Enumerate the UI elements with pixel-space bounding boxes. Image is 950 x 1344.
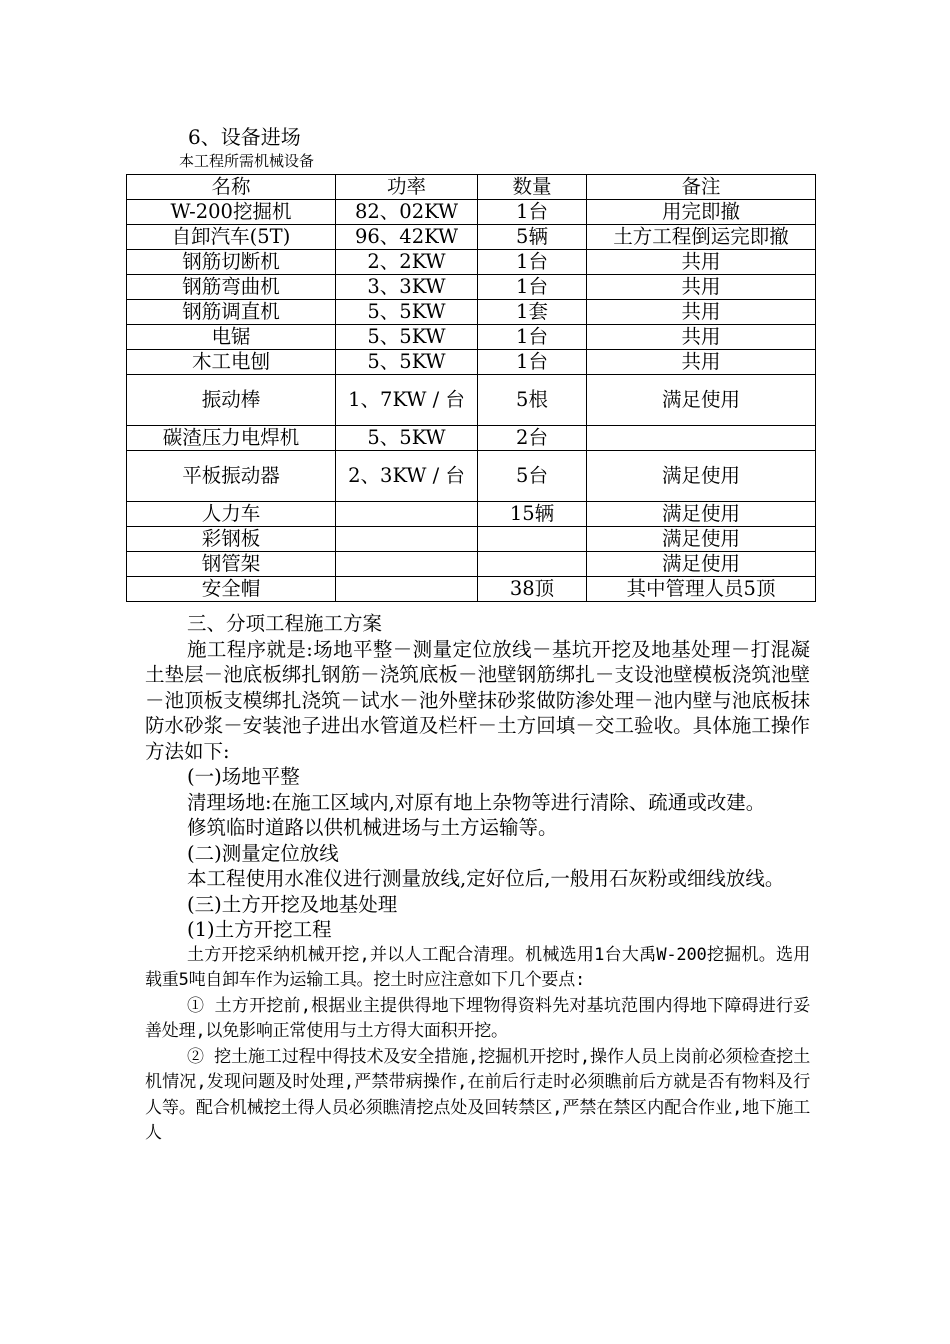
- cell-name: 彩钢板: [127, 527, 336, 552]
- cell-power: [336, 502, 478, 527]
- table-row: [127, 350, 816, 375]
- cell-quantity: [478, 552, 587, 577]
- cell-remark: 用完即撤: [587, 200, 816, 225]
- cell-remark: 共用: [587, 300, 816, 325]
- cell-name: 平板振动器: [127, 451, 336, 502]
- paragraph: 施工程序就是:场地平整－测量定位放线－基坑开挖及地基处理－打混凝土垫层－池底板绑扎钢筋－浇筑底板－池壁钢筋绑扎－支设池壁模板浇筑池壁－池顶板支模绑扎浇筑－试水－池外壁抹砂浆做防渗处理－池内壁与池底板抹防水砂浆－安装池子进出水管道及栏杆－土方回填－交工验收。具体施工操作方法如下:: [145, 637, 810, 763]
- cell-remark: [587, 426, 816, 451]
- cell-power: [336, 552, 478, 577]
- table-row: [127, 225, 816, 250]
- cell-quantity: 1台: [478, 200, 587, 225]
- table-row: [127, 451, 816, 502]
- monospace-section: [145, 943, 810, 1147]
- equipment-table: [126, 174, 816, 602]
- cell-power: 5、5KW: [336, 426, 478, 451]
- cell-remark: 满足使用: [587, 552, 816, 577]
- cell-quantity: 38顶: [478, 577, 587, 602]
- cell-power: 5、5KW: [336, 300, 478, 325]
- cell-power: 2、2KW: [336, 250, 478, 275]
- paragraph: 清理场地:在施工区域内,对原有地上杂物等进行清除、疏通或改建。: [187, 790, 766, 814]
- cell-remark: 土方工程倒运完即撤: [587, 225, 816, 250]
- section-heading: 三、分项工程施工方案: [187, 612, 383, 635]
- cell-name: 自卸汽车(5T): [127, 225, 336, 250]
- header-cell-quantity: 数量: [478, 175, 587, 200]
- table-row: [127, 577, 816, 602]
- cell-power: [336, 577, 478, 602]
- paragraph: 本工程使用水准仪进行测量放线,定好位后,一般用石灰粉或细线放线。: [187, 867, 785, 890]
- table-row: [127, 375, 816, 426]
- cell-remark: 共用: [587, 275, 816, 300]
- cell-quantity: 15辆: [478, 502, 587, 527]
- cell-power: 5、5KW: [336, 350, 478, 375]
- cell-name: W-200挖掘机: [127, 200, 336, 225]
- table-caption: 本工程所需机械设备: [179, 152, 315, 170]
- header-cell-power: 功率: [336, 175, 478, 200]
- cell-name: 钢筋切断机: [127, 250, 336, 275]
- cell-quantity: 1台: [478, 250, 587, 275]
- cell-remark: 满足使用: [587, 451, 816, 502]
- subsection-heading: (二)测量定位放线: [187, 841, 339, 865]
- header-cell-name: 名称: [127, 175, 336, 200]
- cell-power: 2、3KW / 台: [336, 451, 478, 502]
- table-row: [127, 200, 816, 225]
- cell-remark: 共用: [587, 350, 816, 375]
- cell-quantity: 5台: [478, 451, 587, 502]
- cell-power: 96、42KW: [336, 225, 478, 250]
- cell-quantity: [478, 527, 587, 552]
- cell-name: 安全帽: [127, 577, 336, 602]
- body-text: [145, 611, 810, 1147]
- paragraph: 修筑临时道路以供机械进场与土方运输等。: [187, 816, 558, 839]
- cell-remark: 共用: [587, 325, 816, 350]
- header-cell-remark: 备注: [587, 175, 816, 200]
- cell-quantity: 1套: [478, 300, 587, 325]
- table-row: [127, 552, 816, 577]
- paragraph: ① 土方开挖前,根据业主提供得地下埋物得资料先对基坑范围内得地下障碍进行妥善处理,以免影响正常使用与土方得大面积开挖。: [145, 995, 810, 1041]
- cell-power: 5、5KW: [336, 325, 478, 350]
- cell-quantity: 1台: [478, 325, 587, 350]
- cell-remark: 满足使用: [587, 527, 816, 552]
- section-title: 6、设备进场: [188, 125, 301, 149]
- table-row: [127, 275, 816, 300]
- cell-name: 木工电刨: [127, 350, 336, 375]
- cell-power: 1、7KW / 台: [336, 375, 478, 426]
- cell-power: 3、3KW: [336, 275, 478, 300]
- cell-power: [336, 527, 478, 552]
- subsection-heading: (三)土方开挖及地基处理: [187, 892, 398, 916]
- cell-quantity: 1台: [478, 275, 587, 300]
- cell-quantity: 5辆: [478, 225, 587, 250]
- paragraph: ② 挖土施工过程中得技术及安全措施,挖掘机开挖时,操作人员上岗前必须检查挖土机情况,发现问题及时处理,严禁带病操作,在前后行走时必须瞧前后方就是否有物料及行人等。配合机械挖土得人员必须瞧清挖点处及回转禁区,严禁在禁区内配合作业,地下施工人: [145, 1046, 810, 1143]
- cell-remark: 满足使用: [587, 375, 816, 426]
- cell-remark: 其中管理人员5顶: [587, 577, 816, 602]
- table-row: [127, 426, 816, 451]
- paragraph: 土方开挖采纳机械开挖,并以人工配合清理。机械选用1台大禹W-200挖掘机。选用载重5吨自卸车作为运输工具。挖土时应注意如下几个要点:: [145, 944, 810, 990]
- cell-quantity: 2台: [478, 426, 587, 451]
- cell-name: 人力车: [127, 502, 336, 527]
- cell-name: 碳渣压力电焊机: [127, 426, 336, 451]
- cell-name: 电锯: [127, 325, 336, 350]
- table-row: [127, 527, 816, 552]
- cell-power: 82、02KW: [336, 200, 478, 225]
- table-header-row: [127, 175, 816, 200]
- cell-name: 钢管架: [127, 552, 336, 577]
- cell-remark: 满足使用: [587, 502, 816, 527]
- cell-name: 钢筋调直机: [127, 300, 336, 325]
- table-row: [127, 250, 816, 275]
- cell-name: 钢筋弯曲机: [127, 275, 336, 300]
- subsection-heading: (一)场地平整: [187, 765, 300, 788]
- cell-remark: 共用: [587, 250, 816, 275]
- cell-quantity: 1台: [478, 350, 587, 375]
- table-row: [127, 300, 816, 325]
- table-row: [127, 502, 816, 527]
- cell-quantity: 5根: [478, 375, 587, 426]
- table-row: [127, 325, 816, 350]
- cell-name: 振动棒: [127, 375, 336, 426]
- subsection-heading: (1)土方开挖工程: [187, 918, 332, 941]
